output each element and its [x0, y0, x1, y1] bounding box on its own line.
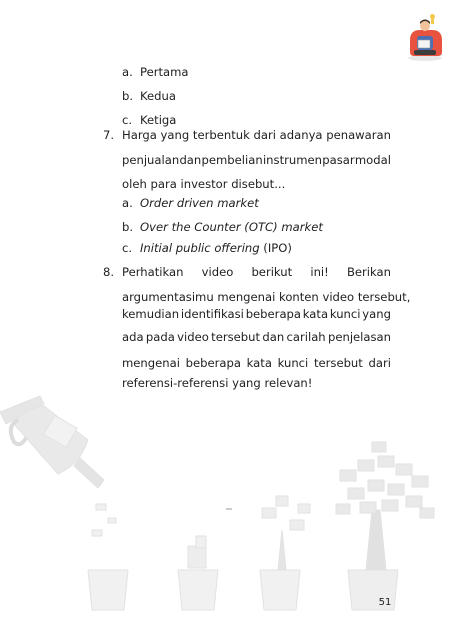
option-text: Over the Counter (OTC) market: [140, 220, 323, 234]
word: dari: [368, 356, 391, 370]
word: Berikan: [346, 265, 391, 279]
q8-line-2: argumentasimu mengenai konten video tersebut,: [122, 290, 411, 304]
option-text-italic: Initial public offering: [140, 241, 260, 255]
reading-person-icon: [404, 14, 446, 62]
option-text: Ketiga: [140, 113, 177, 127]
word: pembelian: [201, 153, 263, 167]
word: dan: [179, 153, 202, 167]
option-letter: b.: [122, 89, 134, 103]
option-text-suffix: (IPO): [259, 241, 292, 255]
q8-line-5: [122, 356, 391, 370]
word: Harga: [122, 128, 157, 142]
option-letter: b.: [122, 220, 134, 234]
word: kemudian: [122, 307, 180, 321]
word: ini!: [310, 265, 329, 279]
option-text: [140, 241, 292, 255]
word: tersebut: [313, 356, 363, 370]
word: adanya: [279, 128, 323, 142]
q8-line-4: [122, 330, 391, 344]
word: penjelasan: [327, 330, 391, 344]
q7-line-2: [122, 153, 391, 167]
word: dan: [262, 330, 285, 344]
word: berikut: [251, 265, 293, 279]
word: pasar: [322, 153, 355, 167]
word: yang: [160, 128, 190, 142]
q7-line-1: [122, 128, 391, 142]
q7-line-3: oleh para investor disebut...: [122, 177, 286, 191]
option-text: Order driven market: [140, 196, 259, 210]
word: video: [177, 330, 209, 344]
word: penjualan: [122, 153, 180, 167]
option-letter: a.: [122, 65, 133, 79]
word: kata: [302, 307, 329, 321]
word: ada: [122, 330, 144, 344]
question-number: 8.: [103, 265, 115, 279]
word: kunci: [277, 356, 309, 370]
word: Perhatikan: [122, 265, 184, 279]
q8-line-1: [122, 265, 391, 279]
word: dari: [253, 128, 276, 142]
option-letter: c.: [122, 241, 133, 255]
question-number: 7.: [103, 128, 115, 142]
word: modal: [354, 153, 391, 167]
option-letter: c.: [122, 113, 133, 127]
word: kunci: [329, 307, 361, 321]
word: tersebut: [211, 330, 261, 344]
page-number: 51: [378, 597, 392, 608]
word: beberapa: [245, 307, 302, 321]
word: terbentuk: [192, 128, 250, 142]
option-text: Kedua: [140, 89, 176, 103]
word: kata: [246, 356, 272, 370]
option-letter: a.: [122, 196, 133, 210]
word: carilah: [286, 330, 326, 344]
word: penawaran: [326, 128, 391, 142]
word: identifikasi: [180, 307, 244, 321]
word: video: [201, 265, 234, 279]
q8-line-6: referensi-referensi yang relevan!: [122, 376, 313, 390]
word: beberapa: [185, 356, 241, 370]
word: pada: [145, 330, 175, 344]
option-text: Pertama: [140, 65, 189, 79]
word: instrumen: [262, 153, 322, 167]
word: yang: [362, 307, 391, 321]
word: mengenai: [122, 356, 180, 370]
q8-line-3: [122, 307, 391, 321]
